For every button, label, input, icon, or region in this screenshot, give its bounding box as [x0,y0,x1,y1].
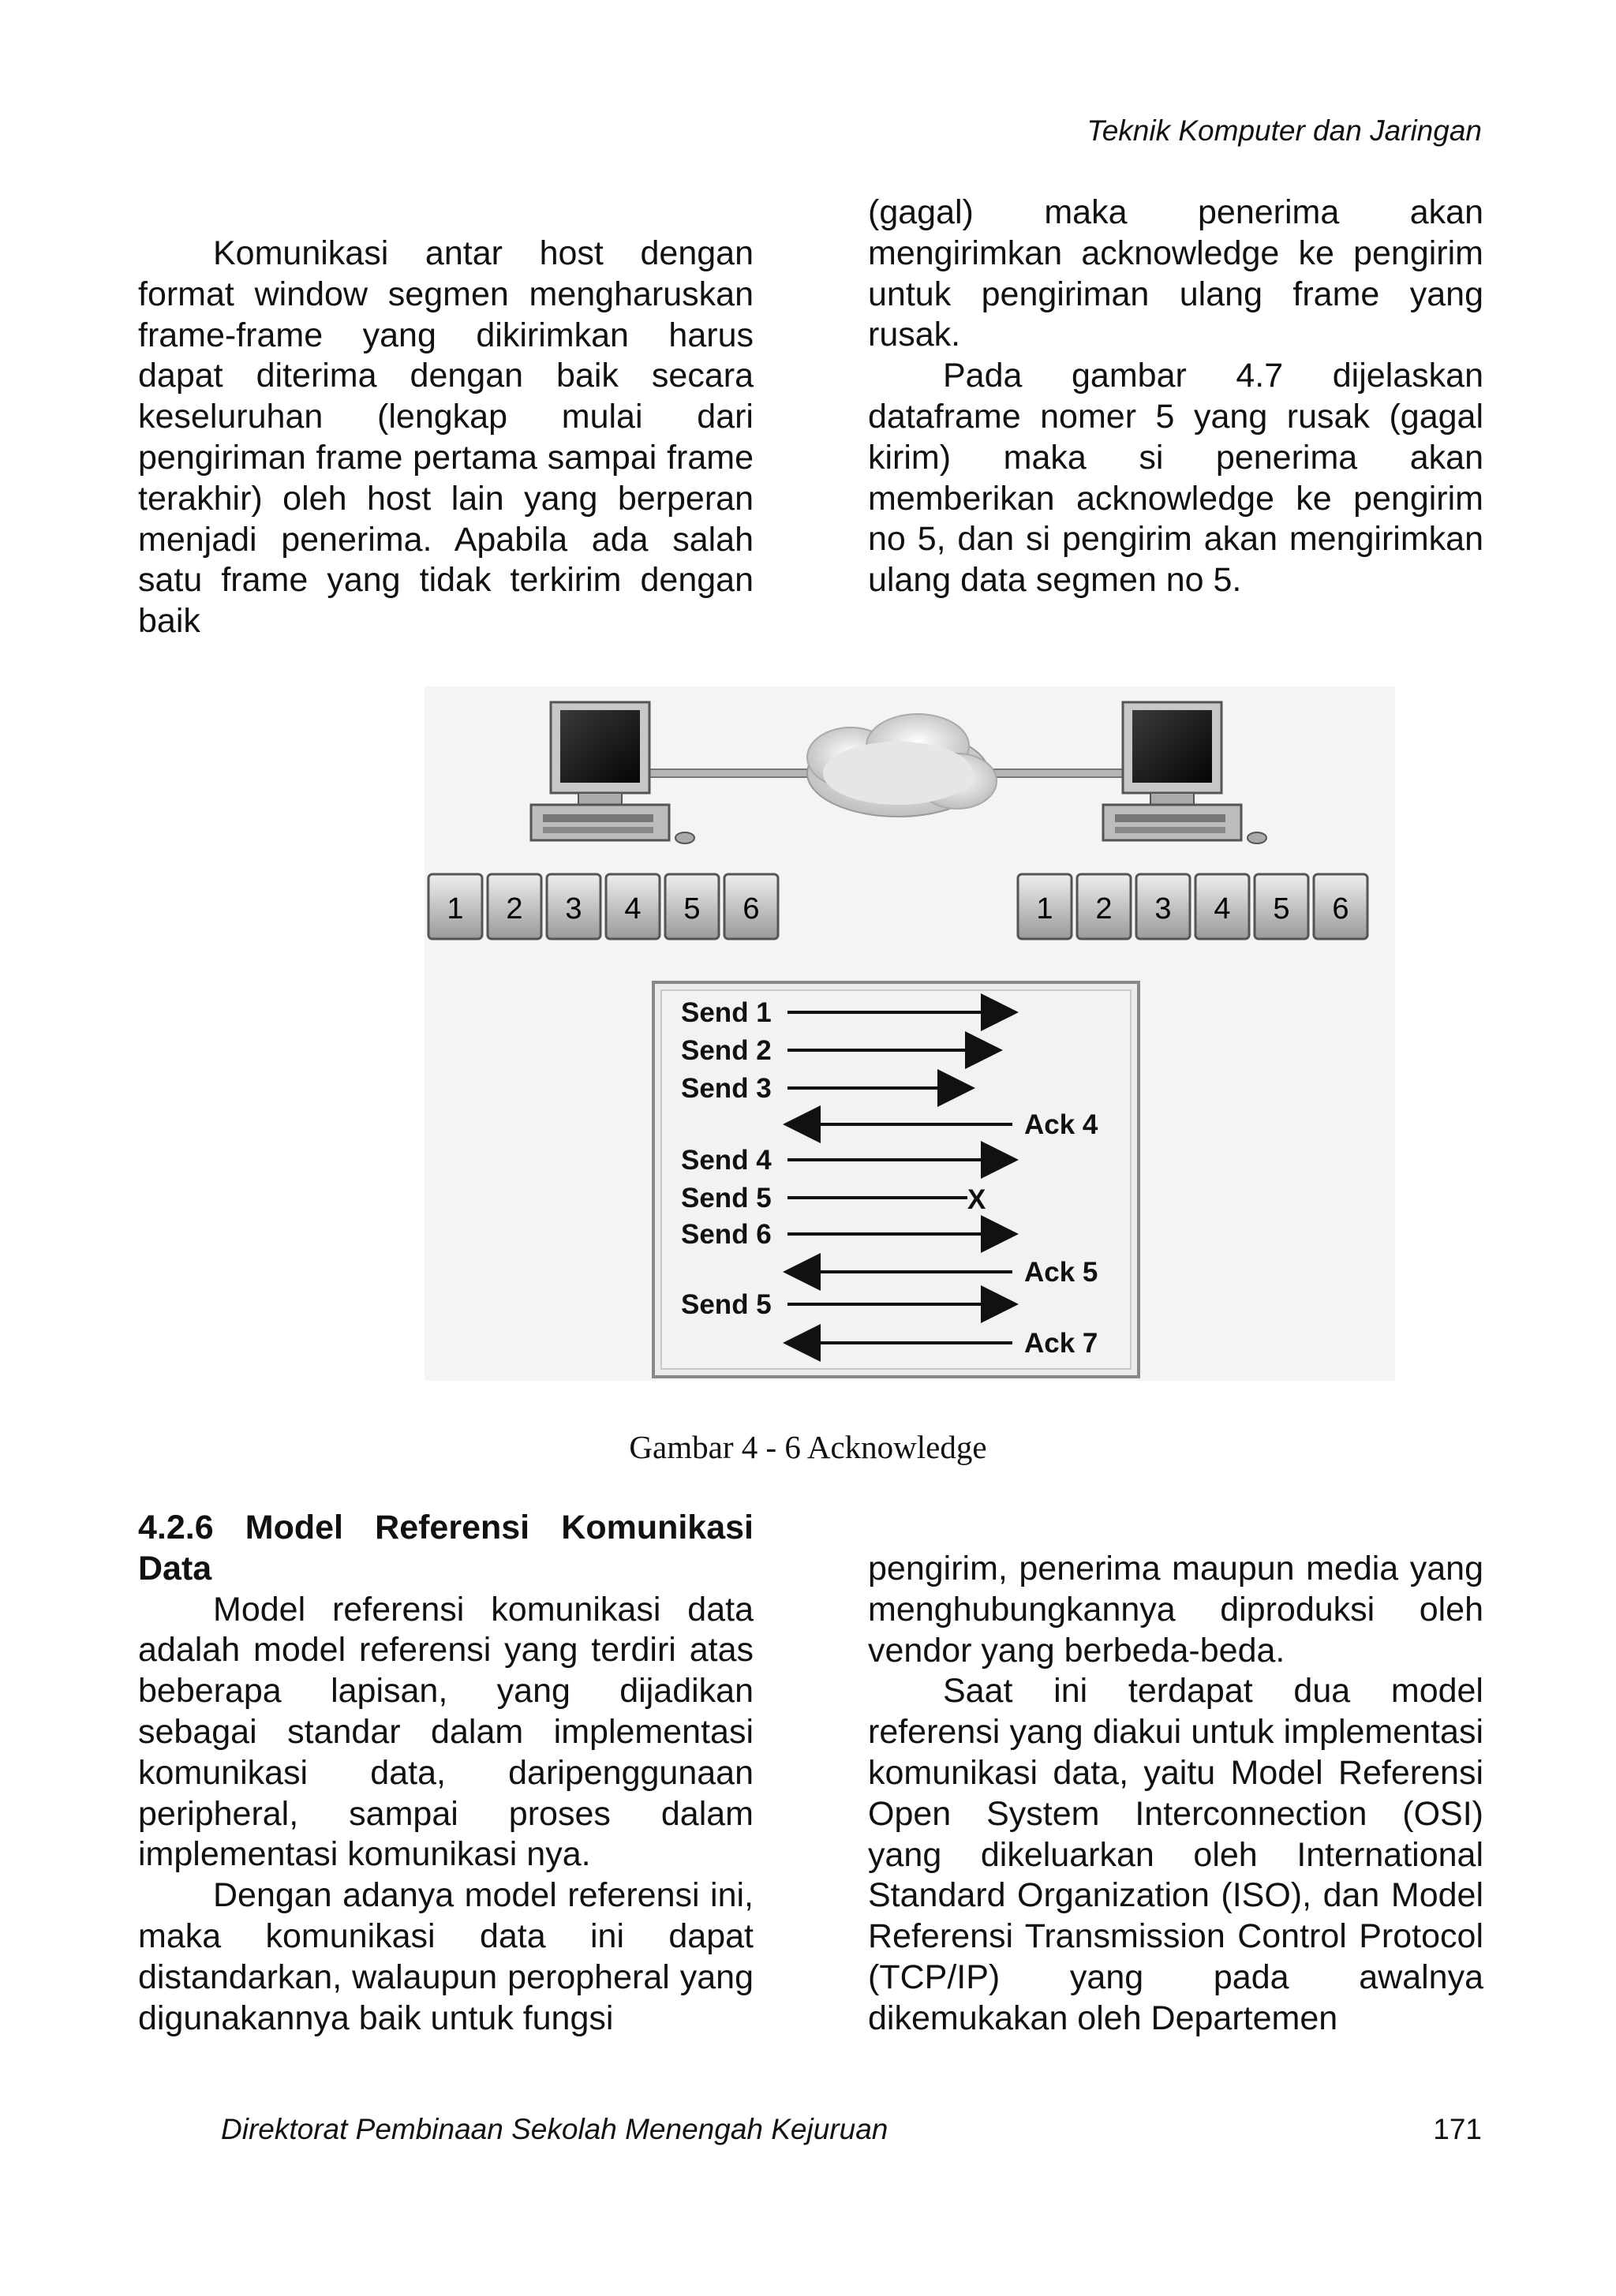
frame-key [1314,874,1367,939]
paragraph: (gagal) maka penerima akan mengirimkan acknowledge ke pengirim untuk pengiriman ulang frame yang rusak. [868,193,1483,354]
frame-key-label: 2 [1095,892,1113,926]
frame-key [665,874,719,939]
acknowledge-figure [425,686,1395,1381]
paragraph: pengirim, penerima maupun media yang menghubungkannya diproduksi oleh vendor yang berbeda-beda. [868,1550,1483,1670]
frame-key [428,874,482,939]
acknowledge-diagram [425,686,1395,1381]
frame-key [724,874,778,939]
fail-mark: X [967,1184,986,1215]
ack-label: Ack 5 [1024,1257,1098,1288]
frame-key [547,874,600,939]
send-label: Send 3 [681,1073,772,1104]
page-footer: Direktorat Pembinaan Sekolah Menengah Kejuruan [221,2113,888,2145]
frame-key [1195,874,1249,939]
send-label: Send 2 [681,1035,772,1066]
frame-key-label: 3 [1154,892,1172,926]
frame-key-label: 5 [1273,892,1290,926]
frame-key-label: 3 [565,892,582,926]
frame-key-label: 1 [447,892,464,926]
paragraph: Komunikasi antar host dengan format window segmen mengharuskan frame-frame yang dikirimkan harus dapat diterima dengan baik secara keseluruhan (lengkap mulai dari pengiriman frame pertama sampai frame terakhir) oleh host lain yang berperan menjadi penerima. Apabila ada salah satu frame yang tidak terkirim dengan baik [138,234,754,641]
send-label: Send 6 [681,1219,772,1250]
send-label: Send 5 [681,1183,772,1213]
column-top-right [868,193,1483,601]
ack-label: Ack 7 [1024,1328,1098,1359]
paragraph: Model referensi komunikasi data adalah model referensi yang terdiri atas beberapa lapisan, yang dijadikan sebagai standar dalam implementasi komunikasi data, daripenggunaan peripheral, sampai proses dalam implementasi komunikasi nya. [138,1590,754,1874]
frame-key [1136,874,1190,939]
column-top-left [138,234,754,642]
section-heading: 4.2.6 Model Referensi Komunikasi Data [138,1509,754,1587]
column-bottom-right [868,1549,1483,2040]
frame-key [1255,874,1308,939]
frame-key-label: 5 [683,892,701,926]
paragraph: Saat ini terdapat dua model referensi yang diakui untuk implementasi komunikasi data, yaitu Model Referensi Open System Interconnection (OSI) yang dikeluarkan oleh International Standard Organization (ISO), dan Model Referensi Transmission Control Protocol (TCP/IP) yang pada awalnya dikemukakan oleh Departemen [868,1672,1483,2037]
ack-label: Ack 4 [1024,1109,1098,1140]
frame-key-label: 4 [624,892,642,926]
figure-caption: Gambar 4 - 6 Acknowledge [629,1429,987,1465]
frame-key-label: 4 [1214,892,1231,926]
send-label: Send 4 [681,1145,772,1176]
column-bottom-left [138,1508,754,2039]
send-label: Send 1 [681,997,772,1028]
frame-key [1018,874,1072,939]
send-label: Send 5 [681,1289,772,1320]
paragraph: Pada gambar 4.7 dijelaskan dataframe nomer 5 yang rusak (gagal kirim) maka si penerima akan memberikan acknowledge ke pengirim no 5, dan si pengirim akan mengirimkan ulang data segmen no 5. [868,357,1483,600]
frame-key-label: 2 [506,892,523,926]
sequence-panel [653,982,1139,1377]
page-number: 171 [1433,2113,1482,2145]
paragraph: Dengan adanya model referensi ini, maka komunikasi data ini dapat distandarkan, walaupun peropheral yang digunakannya baik untuk fungsi [138,1876,754,2037]
frame-key [606,874,660,939]
frame-key [1077,874,1131,939]
frame-key-label: 6 [743,892,760,926]
frame-key [488,874,541,939]
frame-key-label: 6 [1332,892,1349,926]
running-header: Teknik Komputer dan Jaringan [1087,114,1482,147]
frame-key-label: 1 [1036,892,1053,926]
